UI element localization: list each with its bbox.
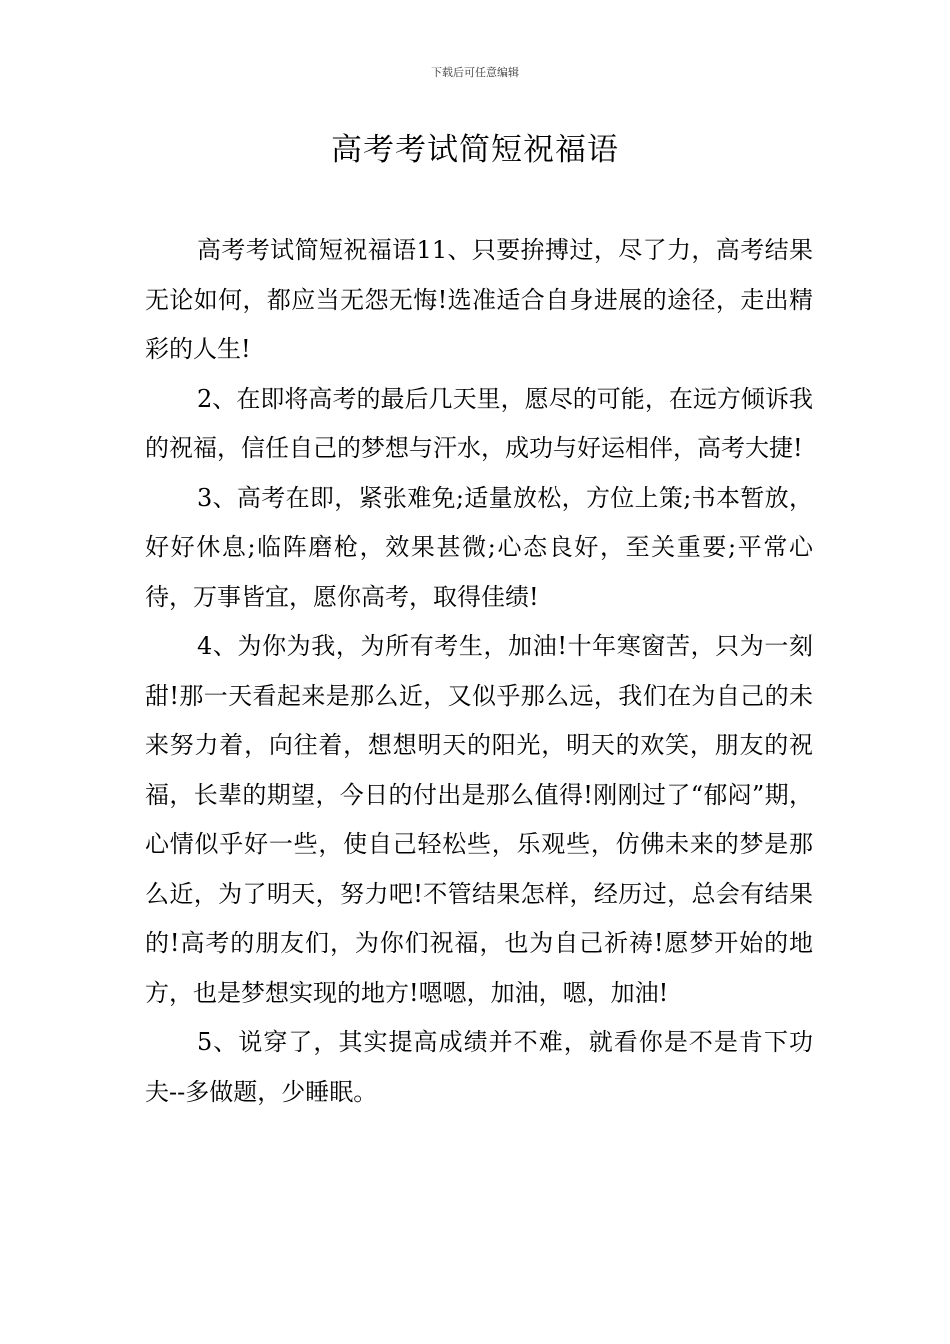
paragraph-5: 5、说穿了，其实提高成绩并不难，就看你是不是肯下功夫--多做题，少睡眠。	[145, 1028, 813, 1106]
document-body	[145, 226, 813, 1117]
paragraph-3: 3、高考在即，紧张难免;适量放松，方位上策;书本暂放，好好休息;临阵磨枪，效果甚微;心态良好，至关重要;平常心待，万事皆宜，愿你高考，取得佳绩!	[145, 483, 813, 611]
paragraph-1: 高考考试简短祝福语11、只要拚搏过，尽了力，高考结果无论如何，都应当无怨无悔!选准适合自身进展的途径，走出精彩的人生!	[145, 236, 813, 363]
paragraph-2: 2、在即将高考的最后几天里，愿尽的可能，在远方倾诉我的祝福，信任自己的梦想与汗水，成功与好运相伴，高考大捷!	[145, 384, 813, 462]
header-note: 下载后可任意编辑	[431, 66, 519, 79]
paragraph-4: 4、为你为我，为所有考生，加油!十年寒窗苦，只为一刻甜!那一天看起来是那么近，又似乎那么远，我们在为自己的未来努力着，向往着，想想明天的阳光，明天的欢笑，朋友的祝福，长辈的期望，今日的付出是那么值得!刚刚过了“郁闷”期，心情似乎好一些，使自己轻松些，乐观些，仿佛未来的梦是那么近，为了明天，努力吧!不管结果怎样，经历过，总会有结果的!高考的朋友们，为你们祝福，也为自己祈祷!愿梦开始的地方，也是梦想实现的地方!嗯嗯，加油，嗯，加油!	[145, 632, 813, 1007]
document-title: 高考考试简短祝福语	[331, 132, 619, 168]
